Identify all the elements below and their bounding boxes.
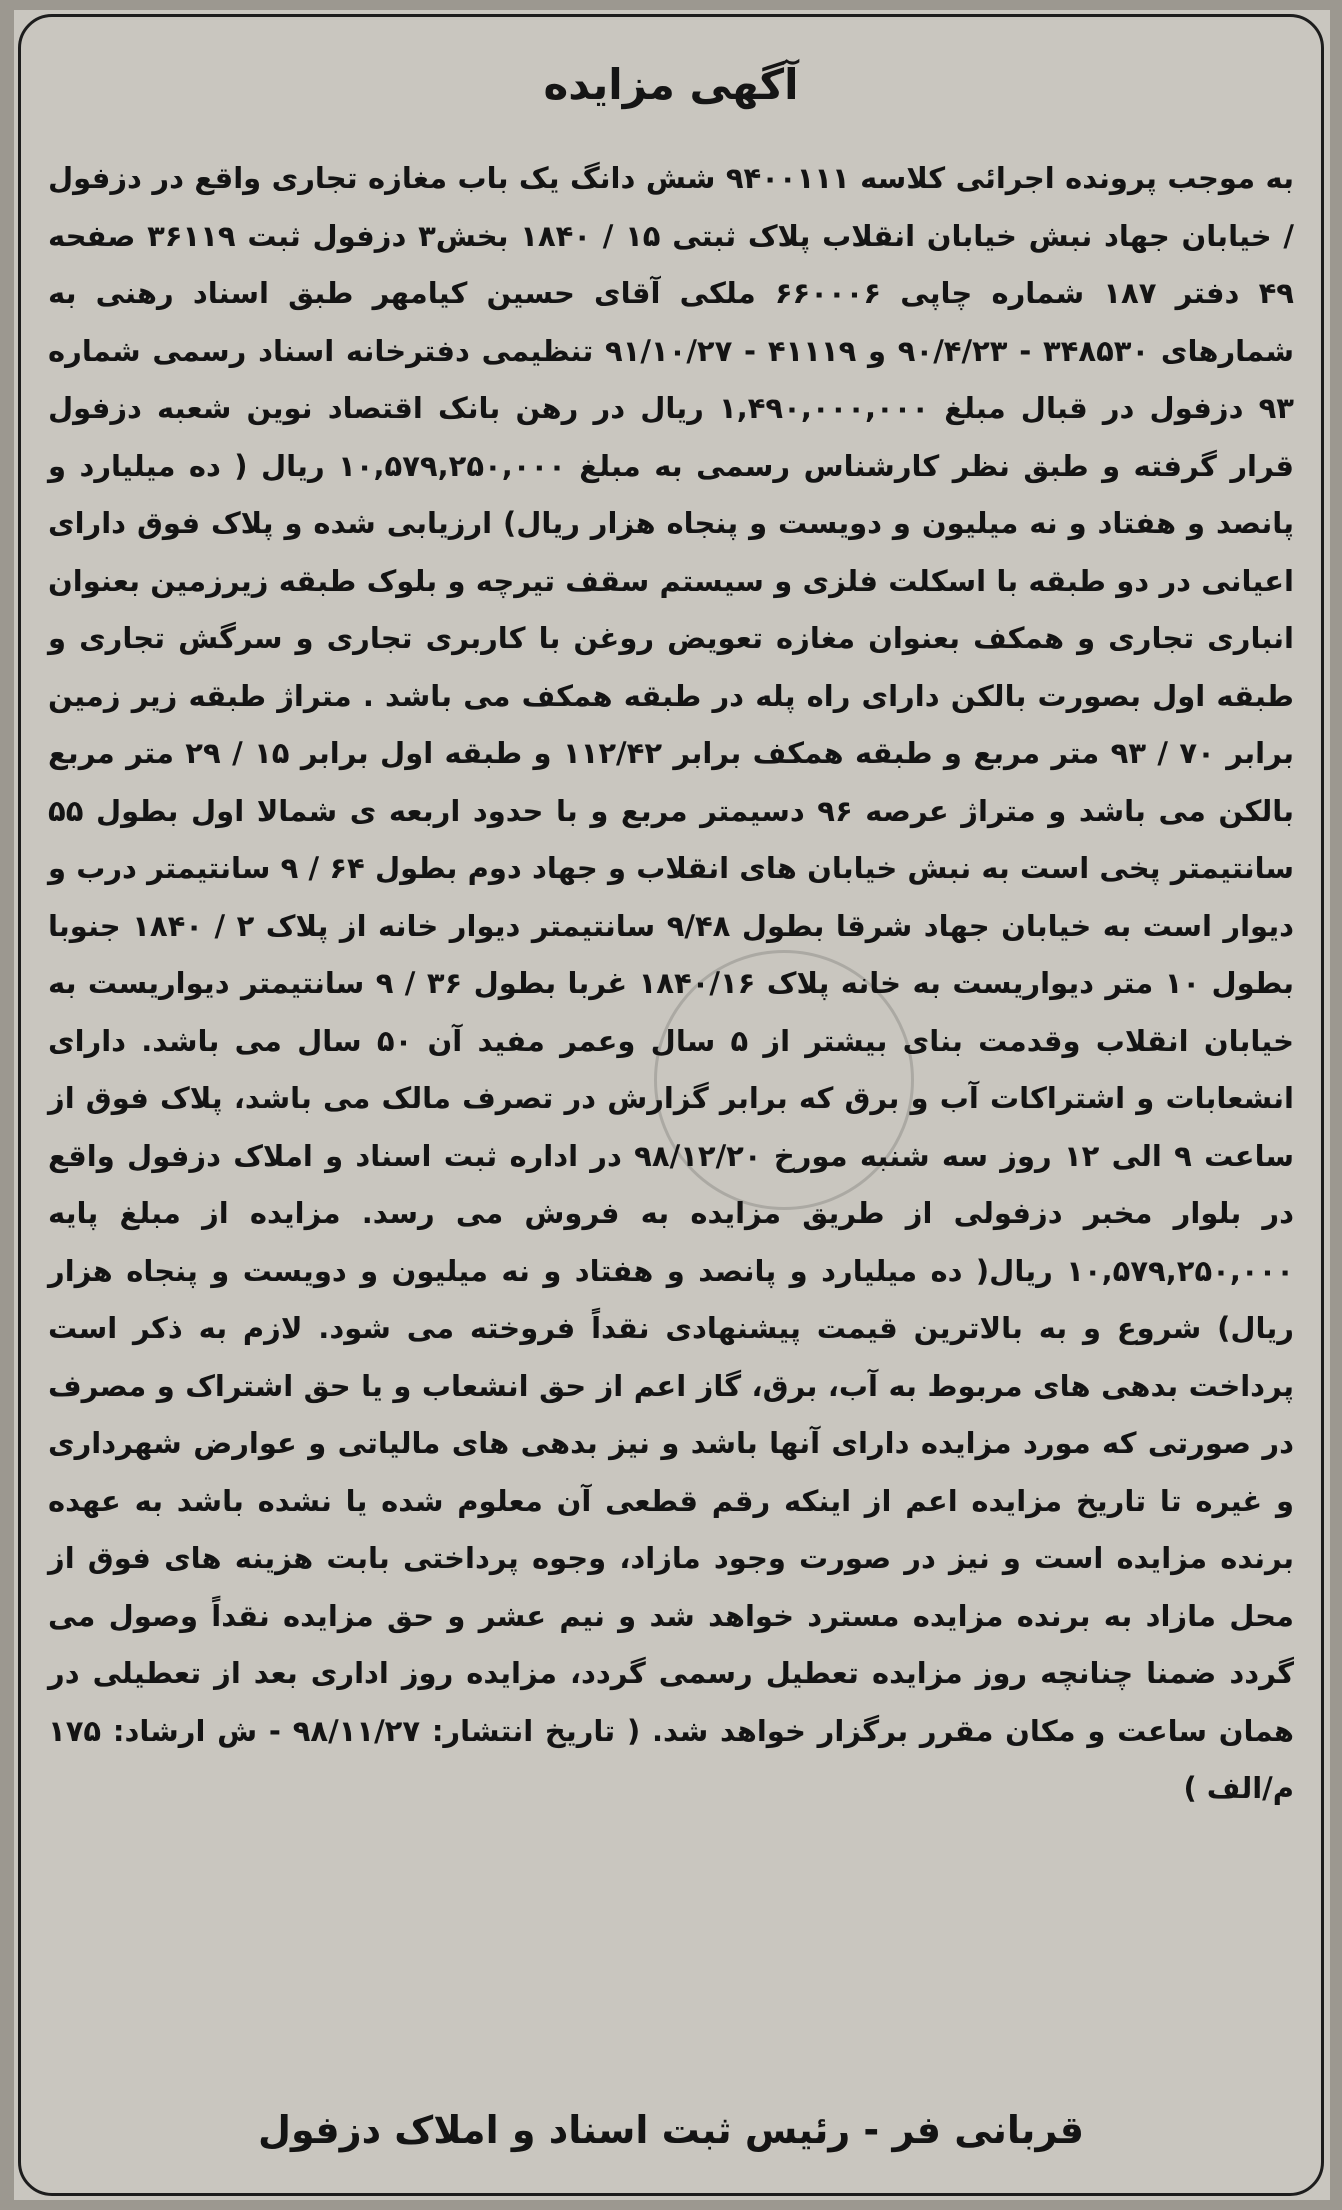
notice-body-text: به موجب پرونده اجرائی کلاسه ۹۴۰۰۱۱۱ شش دانگ یک باب مغازه تجاری واقع در دزفول / خیابان جهاد نبش خیابان انقلاب پلاک ثبتی ۱۵ / ۱۸۴۰ بخش۳ دزفول ثبت ۳۶۱۱۹ صفحه ۴۹ دفتر ۱۸۷ شماره چاپی ۶۶۰۰۰۶ ملکی آقای حسین کیامهر طبق اسناد رهنی به شمارهای ۳۴۸۵۳۰ - ۹۰/۴/۲۳ و ۴۱۱۱۹ - ۹۱/۱۰/۲۷ تنظیمی دفترخانه اسناد رسمی شماره ۹۳ دزفول در قبال مبلغ ۱,۴۹۰,۰۰۰,۰۰۰ ریال در رهن بانک اقتصاد نوین شعبه دزفول قرار گرفته و طبق نظر کارشناس رسمی به مبلغ ۱۰,۵۷۹,۲۵۰,۰۰۰ ریال ( ده میلیارد و پانصد و هفتاد و نه میلیون و دویست و پنجاه هزار ریال) ارزیابی شده و پلاک فوق دارای اعیانی در دو طبقه با اسکلت فلزی و سیستم سقف تیرچه و بلوک طبقه زیرزمین بعنوان انباری تجاری و همکف بعنوان مغازه تعویض روغن با کاربری تجاری و سرگش تجاری و طبقه اول بصورت بالکن دارای راه پله در طبقه همکف می باشد . متراژ طبقه زیر زمین برابر ۷۰ / ۹۳ متر مربع و طبقه همکف برابر ۱۱۲/۴۲ و طبقه اول برابر ۱۵ / ۲۹ متر مربع بالکن می باشد و متراژ عرصه ۹۶ دسیمتر مربع و با حدود اربعه ی شمالا اول بطول ۵۵ سانتیمتر پخی است به نبش خیابان های انقلاب و جهاد دوم بطول ۶۴ / ۹ سانتیمتر درب و دیوار است به خیابان جهاد شرقا بطول ۹/۴۸ سانتیمتر دیوار خانه از پلاک ۲ / ۱۸۴۰ جنوبا بطول ۱۰ متر دیواریست به خانه پلاک ۱۸۴۰/۱۶ غربا بطول ۳۶ / ۹ سانتیمتر دیواریست به خیابان انقلاب وقدمت بنای بیشتر از ۵ سال وعمر مفید آن ۵۰ سال می باشد. دارای انشعابات و اشتراکات آب و برق که برابر گزارش در تصرف مالک می باشد، پلاک فوق از ساعت ۹ الی ۱۲ روز سه شنبه مورخ ۹۸/۱۲/۲۰ در اداره ثبت اسناد و املاک دزفول واقع در بلوار مخبر دزفولی از طریق مزایده به فروش می رسد. مزایده از مبلغ پایه ۱۰,۵۷۹,۲۵۰,۰۰۰ ریال( ده میلیارد و پانصد و هفتاد و نه میلیون و دویست و پنجاه هزار ریال) شروع و به بالاترین قیمت پیشنهادی نقداً فروخته می شود. لازم به ذکر است پرداخت بدهی های مربوط به آب، برق، گاز اعم از حق انشعاب و یا حق اشتراک و مصرف در صورتی که مورد مزایده دارای آنها باشد و نیز بدهی های مالیاتی و عوارض شهرداری و غیره تا تاریخ مزایده اعم از اینکه رقم قطعی آن معلوم شده یا نشده باشد به عهده برنده مزایده است و نیز در صورت وجود مازاد، وجوه پرداختی بابت هزینه های فوق از محل مازاد به برنده مزایده مسترد خواهد شد و نیم عشر و حق مزایده نقداً وصول می گردد ضمنا چنانچه روز مزایده تعطیل رسمی گردد، مزایده روز اداری بعد از تعطیلی در همان ساعت و مکان مقرر برگزار خواهد شد.	[48, 161, 1295, 1748]
notice-body	[48, 150, 1294, 1818]
notice-title: آگهی مزایده	[543, 60, 799, 109]
notice-signature: قربانی فر - رئیس ثبت اسناد و املاک دزفول	[258, 2108, 1084, 2152]
publication-info: ( تاریخ انتشار: ۹۸/۱۱/۲۷ - ش ارشاد: ۱۷۵ م/الف )	[48, 1713, 1294, 1805]
